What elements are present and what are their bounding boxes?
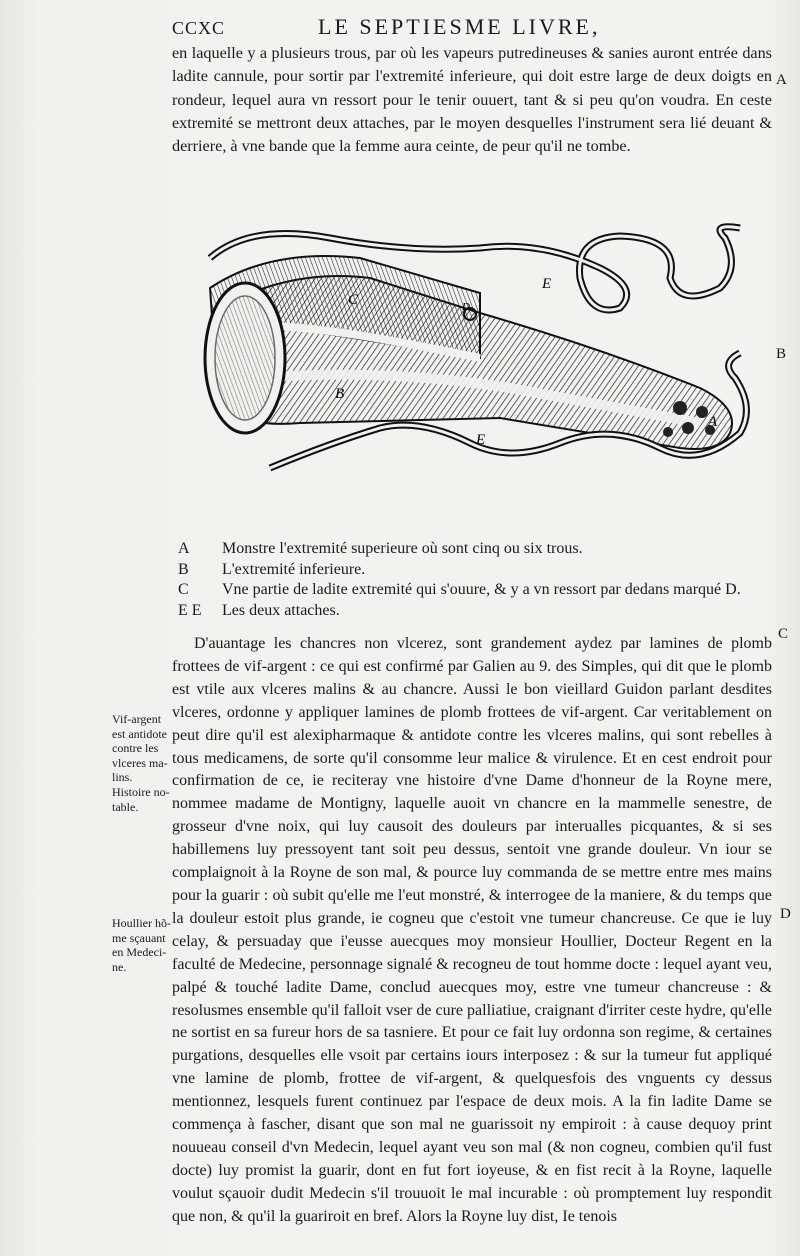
sidenote-line: contre les [112,741,159,755]
sidenote-line: table. [112,799,139,814]
sidenote-line: est antidote [112,726,167,741]
legend-key: B [178,560,189,578]
figure-label-b: B [335,386,345,402]
legend-text: Monstre l'extremité superieure où sont cinq ou six trous. [222,540,583,557]
sidenote-line: lins. [112,770,133,784]
margin-letter-b: B [776,346,787,362]
folio-number: CCXC [172,18,226,38]
sidenote-line: Histoire no- [112,785,170,799]
sidenote-line: me sçauant [112,930,166,945]
vent-hole [696,406,708,418]
cannula-illustration [180,218,760,480]
legend-text: Les deux attaches. [222,601,340,619]
sidenote-houllier [112,916,174,974]
figure-label-e-upper: E [542,276,552,292]
legend-text: Vne partie de ladite extremité qui s'ouure, & y a vn ressort par dedans marqué D. [222,581,741,598]
legend-key: C [178,581,189,598]
figure-label-c: C [348,292,359,308]
margin-letter-d: D [780,906,791,922]
figure-label-a: A [708,414,718,430]
legend-text: L'extremité inferieure. [222,560,366,578]
sidenote-line: ne. [112,959,127,974]
legend-row [178,580,778,601]
figure-label-e-lower: E [476,432,486,448]
main-text-block [172,633,772,1229]
vent-hole [663,427,673,437]
figure-label-d: D [462,301,470,313]
margin-letter-c: C [778,626,789,642]
sidenote-line: Houllier hõ- [112,916,171,930]
legend-key: E E [178,601,202,619]
running-title: LE SEPTIESME LIVRE, [318,14,601,39]
vent-hole [682,422,694,434]
vent-hole [673,401,687,415]
sidenote-histoire [112,785,174,814]
figure-legend [178,539,778,621]
paragraph: D'auantage les chancres non vlcerez, sont grandement aydez par lamines de plomb frottees de vif-argent : ce qui est confirmé par Galien au 9. des Simples, qui dit que le plomb est vtile aux vlceres malins & au chancre. Aussi le bon vieillard Guidon parlant desdites vlceres, ordonne y appliquer lamines de plomb frottees de vif-argent. Car veritablement on peut dire qu'il est alexipharmaque & antidote contre les vlceres malins, qui sont rebelles à tous medicamens, de sorte qu'il consomme leur malice & virulence. Et en cest endroit pour confirmation de ce, ie reciteray vne histoire d'vne Dame d'honneur de la Royne mere, nommee madame de Montigny, laquelle auoit vn chancre en la mammelle senestre, de grosseur d'vne noix, qui luy causoit des douleurs par interualles picquantes, & si ses habillemens luy pressoyent tant soit peu dessus, sentoit vne grande douleur. Vn iour se complaignoit à la Royne de son mal, & pource luy commanda de se mettre entre mes mains pour la guarir : où subit qu'elle me l'eut monstré, & interrogee de la maniere, & du temps que la douleur estoit plus grande, ie cogneu que c'estoit vne tumeur chancreuse. Ce que ie luy celay, & persuaday que i'eusse auecques moy monsieur Houllier, Docteur Regent en la faculté de Medecine, personnage signalé & recogneu de tout homme docte : lequel ayant veu, palpé & touché ladite Dame, conclud auecques moy, estre vne tumeur chancreuse : & resolusmes ensemble qu'il falloit vser de cure palliatiue, craignant d'irriter ceste hydre, qu'elle ne sortist en sa fureur hors de sa tasniere. Et pour ce fait luy ordonna son regime, & certaines purgations, desquelles elle vsoit par certains iours interposez : & sur la tumeur fut appliqué vne lamine de plomb, frottee de vif-argent, & quelquesfois des vnguents cy dessus mentionnez, lesquels furent continuez par l'espace de deux mois. A la fin ladite Dame se commença à fascher, disant que son mal ne guarissoit ny empiroit : à cause dequoy print nouueau conseil d'vn Medecin, lequel ayant veu son mal (& non cogneu, combien qu'il fust docte) luy promist la guarir, dont en fut fort ioyeuse, & en fist recit à la Royne, laquelle voulut sçauoir dudit Medecin s'il trouuoit le mal incurable : où promptement luy respondit que non, & qu'il la guariroit en bref. Alors la Royne luy dist, Ie tenois [172,635,772,1225]
cannula-woodcut [180,218,760,480]
legend-row [178,601,778,622]
legend-row [178,560,778,581]
top-text-block [172,42,772,158]
sidenote-line: vlceres ma- [112,755,168,770]
sidenote-line: en Medeci- [112,945,167,959]
sidenote-vif-argent [112,712,174,785]
legend-key: A [178,540,190,557]
margin-letter-a: A [776,72,787,88]
legend-row [178,539,778,560]
page-header [168,14,788,44]
sidenote-line: Vif-argent [112,712,162,726]
paragraph: en laquelle y a plusieurs trous, par où les vapeurs putredineuses & sanies auront entrée dans ladite cannule, pour sortir par l'extremité inferieure, qui doit estre large de deux doigts en rondeur, lequel aura vn ressort pour le tenir ouuert, tant & si peu qu'on voudra. En ceste extremité se mettront deux attaches, par le moyen desquelles l'instrument sera lié deuant & derriere, à vne bande que la femme aura ceinte, de peur qu'il ne tombe. [172,44,772,156]
